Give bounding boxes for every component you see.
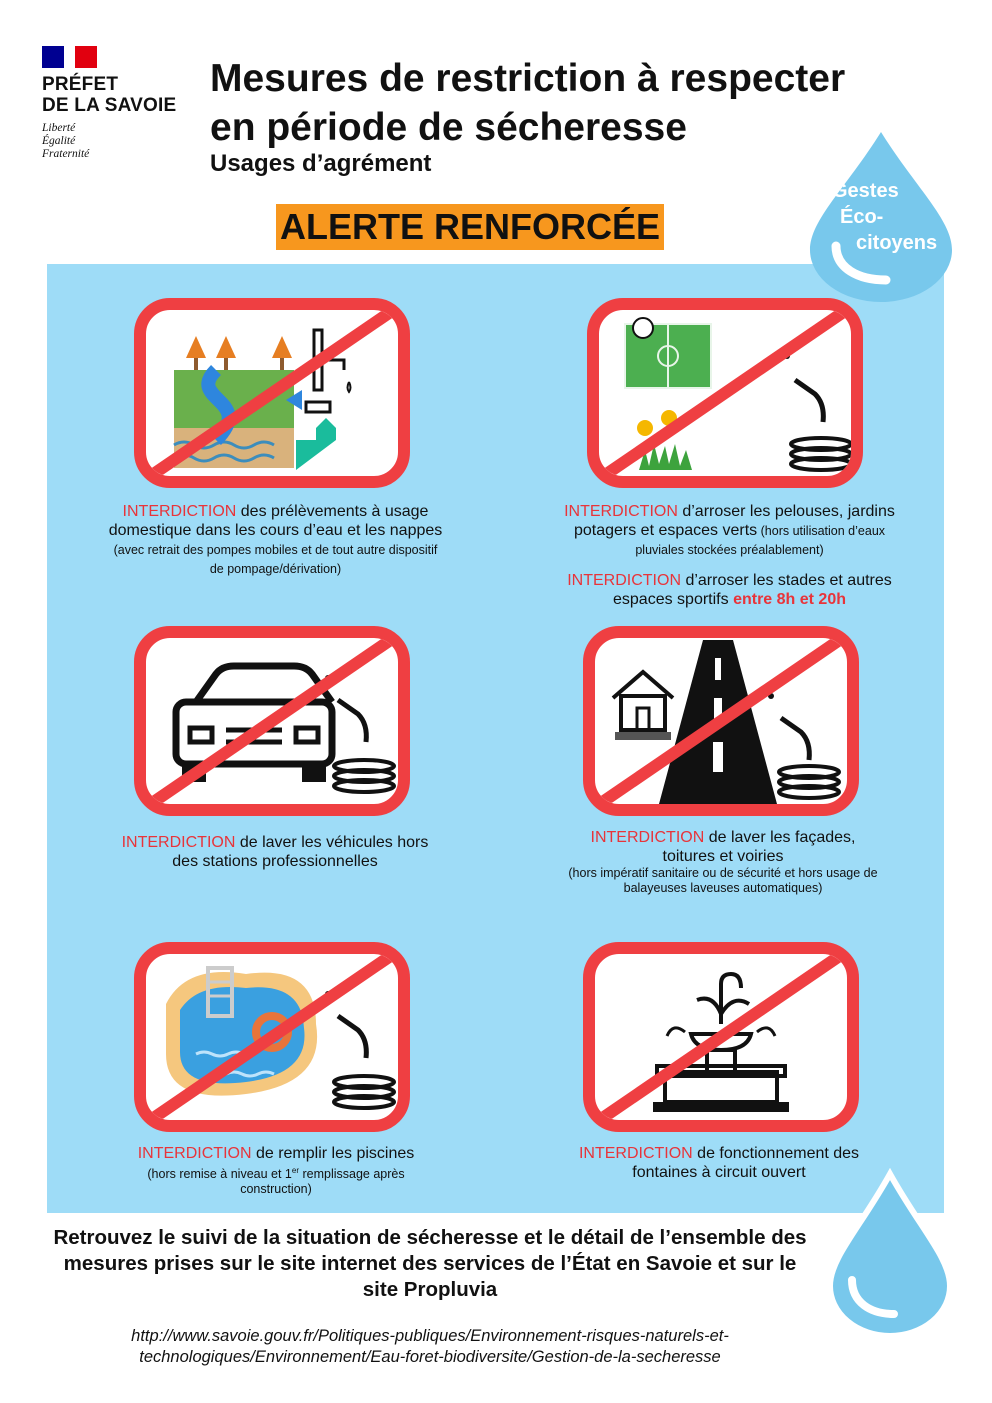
website-link[interactable]: http://www.savoie.gouv.fr/Politiques-publiques/Environnement-risques-naturels-et- technologiques/Environnement/Eau-foret-biodiversite/Gestion-de-la-secheresse [131,1327,729,1366]
prohibition-slash [595,954,847,1120]
prohibition-slash [146,638,398,804]
eco-citizen-badge: Gestes Éco- citoyens [832,180,938,254]
caption-pool-filling: INTERDICTION de remplir les piscines (hors remise à niveau et 1er remplissage après construction) [137,1145,415,1197]
sign-fountain [583,942,859,1132]
republic-motto: Liberté Égalité Fraternité [42,122,90,160]
caption-car-wash: INTERDICTION de laver les véhicules hors des stations professionnelles [121,834,429,870]
sign-facade-wash [583,626,859,816]
prohibition-slash [146,954,398,1120]
marianne-flag-icon [42,46,97,68]
sign-car-wash [134,626,410,816]
sign-pool-filling [134,942,410,1132]
prefecture-logo [42,46,202,161]
footer-info: Retrouvez le suivi de la situation de sécheresse et le détail de l’ensemble des mesures prises sur le site internet des services de l’État en Savoie et sur le site Propluvia [53,1226,807,1301]
caption-facade-wash: INTERDICTION de laver les façades, toitures et voiries (hors impératif sanitaire ou de sécurité et hors usage de balayeuses laveuses automatiques) [568,829,878,895]
water-drop-icon [826,1168,954,1338]
prefecture-name: PRÉFET DE LA SAVOIE [42,74,177,116]
prohibition-slash [595,638,847,804]
caption-river-pumping: INTERDICTION des prélèvements à usage domestique dans les cours d’eau et les nappes (avec retrait des pompes mobiles et de tout autre dispositif de pompage/dérivation) [108,503,443,576]
sign-river-pumping [134,298,410,488]
sign-lawn-watering [587,298,863,488]
caption-lawn-watering: INTERDICTION d’arroser les pelouses, jardins potagers et espaces verts (hors utilisation d’eaux pluviales stockées préalablement) INTERDICTION d’arroser les stades et autres espaces sportifs entre 8h et 20h [564,503,895,608]
prohibition-slash [146,310,398,476]
prohibition-slash [599,310,851,476]
caption-fountain: INTERDICTION de fonctionnement des fontaines à circuit ouvert [578,1145,860,1181]
page-title: Mesures de restriction à respecter en période de sécheresse [210,57,846,149]
page-subtitle: Usages d’agrément [210,150,432,177]
alert-level-badge: ALERTE RENFORCÉE [276,204,664,250]
